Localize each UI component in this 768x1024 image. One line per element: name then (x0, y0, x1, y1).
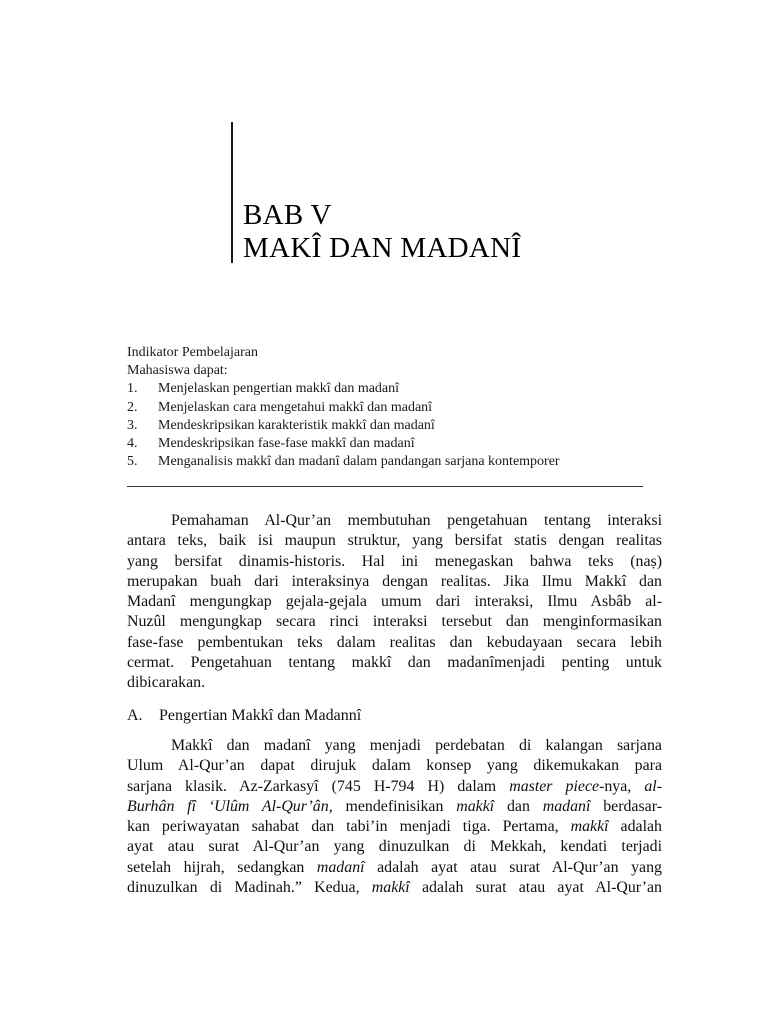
section-a-heading (127, 706, 361, 726)
paragraph-line: fase-fase pembentukan teks dalam realitas dan kebudayaan secara lebih (127, 633, 662, 651)
paragraph-line: merupakan buah dari interaksinya dengan realitas. Jika Ilmu Makkî dan (127, 572, 662, 590)
section-title: Pengertian Makkî dan Madannî (159, 707, 362, 724)
chapter-number: BAB V (243, 199, 332, 231)
paragraph-line: yang bersifat dinamis-historis. Hal ini menegaskan bahwa teks (naṣ) (127, 552, 662, 570)
learning-indicators (127, 344, 657, 471)
paragraph-line: Madanî mengungkap gejala-gejala umum dari interaksi, Ilmu Asbâb al- (127, 593, 662, 611)
indicators-heading: Indikator Pembelajaran (127, 345, 259, 360)
indicator-item: 1. Menjelaskan pengertian makkî dan madanî (127, 381, 400, 397)
definition-paragraph (127, 736, 662, 898)
paragraph-line: ayat atau surat Al-Qur’an yang dinuzulkan di Mekkah, kendati terjadi (127, 838, 662, 856)
chapter-title: MAKÎ DAN MADANÎ (243, 232, 522, 264)
indicators-intro: Mahasiswa dapat: (127, 363, 228, 379)
paragraph-line: setelah hijrah, sedangkan madanî adalah ayat atau surat Al-Qur’an yang (127, 858, 662, 876)
paragraph-line: dinuzulkan di Madinah.” Kedua, makkî adalah surat atau ayat Al-Qur’an (127, 879, 662, 897)
paragraph-line: Nuzûl mengungkap secara rinci interaksi tersebut dan menginformasikan (127, 613, 662, 631)
section-number: A. (127, 707, 143, 724)
paragraph-line: Makkî dan madanî yang menjadi perdebatan di kalangan sarjana (171, 737, 662, 754)
paragraph-line: antara teks, baik isi maupun struktur, yang bersifat statis dengan realitas (127, 532, 662, 550)
intro-paragraph (127, 511, 662, 694)
paragraph-line: Pemahaman Al-Qur’an membutuhan pengetahuan tentang interaksi (171, 512, 662, 529)
paragraph-line: cermat. Pengetahuan tentang makkî dan madanîmenjadi penting untuk (127, 654, 662, 672)
paragraph-line: kan periwayatan sahabat dan tabi’in menjadi tiga. Pertama, makkî adalah (127, 818, 662, 836)
chapter-heading (243, 199, 521, 265)
section-divider (127, 486, 643, 487)
indicator-item: 5. Menganalisis makkî dan madanî dalam pandangan sarjana kontemporer (127, 454, 560, 470)
chapter-vertical-rule (231, 122, 233, 263)
indicator-item: 4. Mendeskripsikan fase-fase makkî dan madanî (127, 436, 415, 452)
paragraph-line: Burhân fî ‘Ulûm Al-Qur’ân, mendefinisikan makkî dan madanî berdasar- (127, 797, 662, 815)
indicator-item: 2. Menjelaskan cara mengetahui makkî dan madanî (127, 399, 433, 415)
paragraph-line: dibicarakan. (127, 674, 206, 692)
paragraph-line: Ulum Al-Qur’an dapat dirujuk dalam konsep yang dikemukakan para (127, 757, 662, 775)
indicator-item: 3. Mendeskripsikan karakteristik makkî dan madanî (127, 417, 435, 433)
paragraph-line: sarjana klasik. Az-Zarkasyî (745 H-794 H) dalam master piece-nya, al- (127, 777, 662, 795)
